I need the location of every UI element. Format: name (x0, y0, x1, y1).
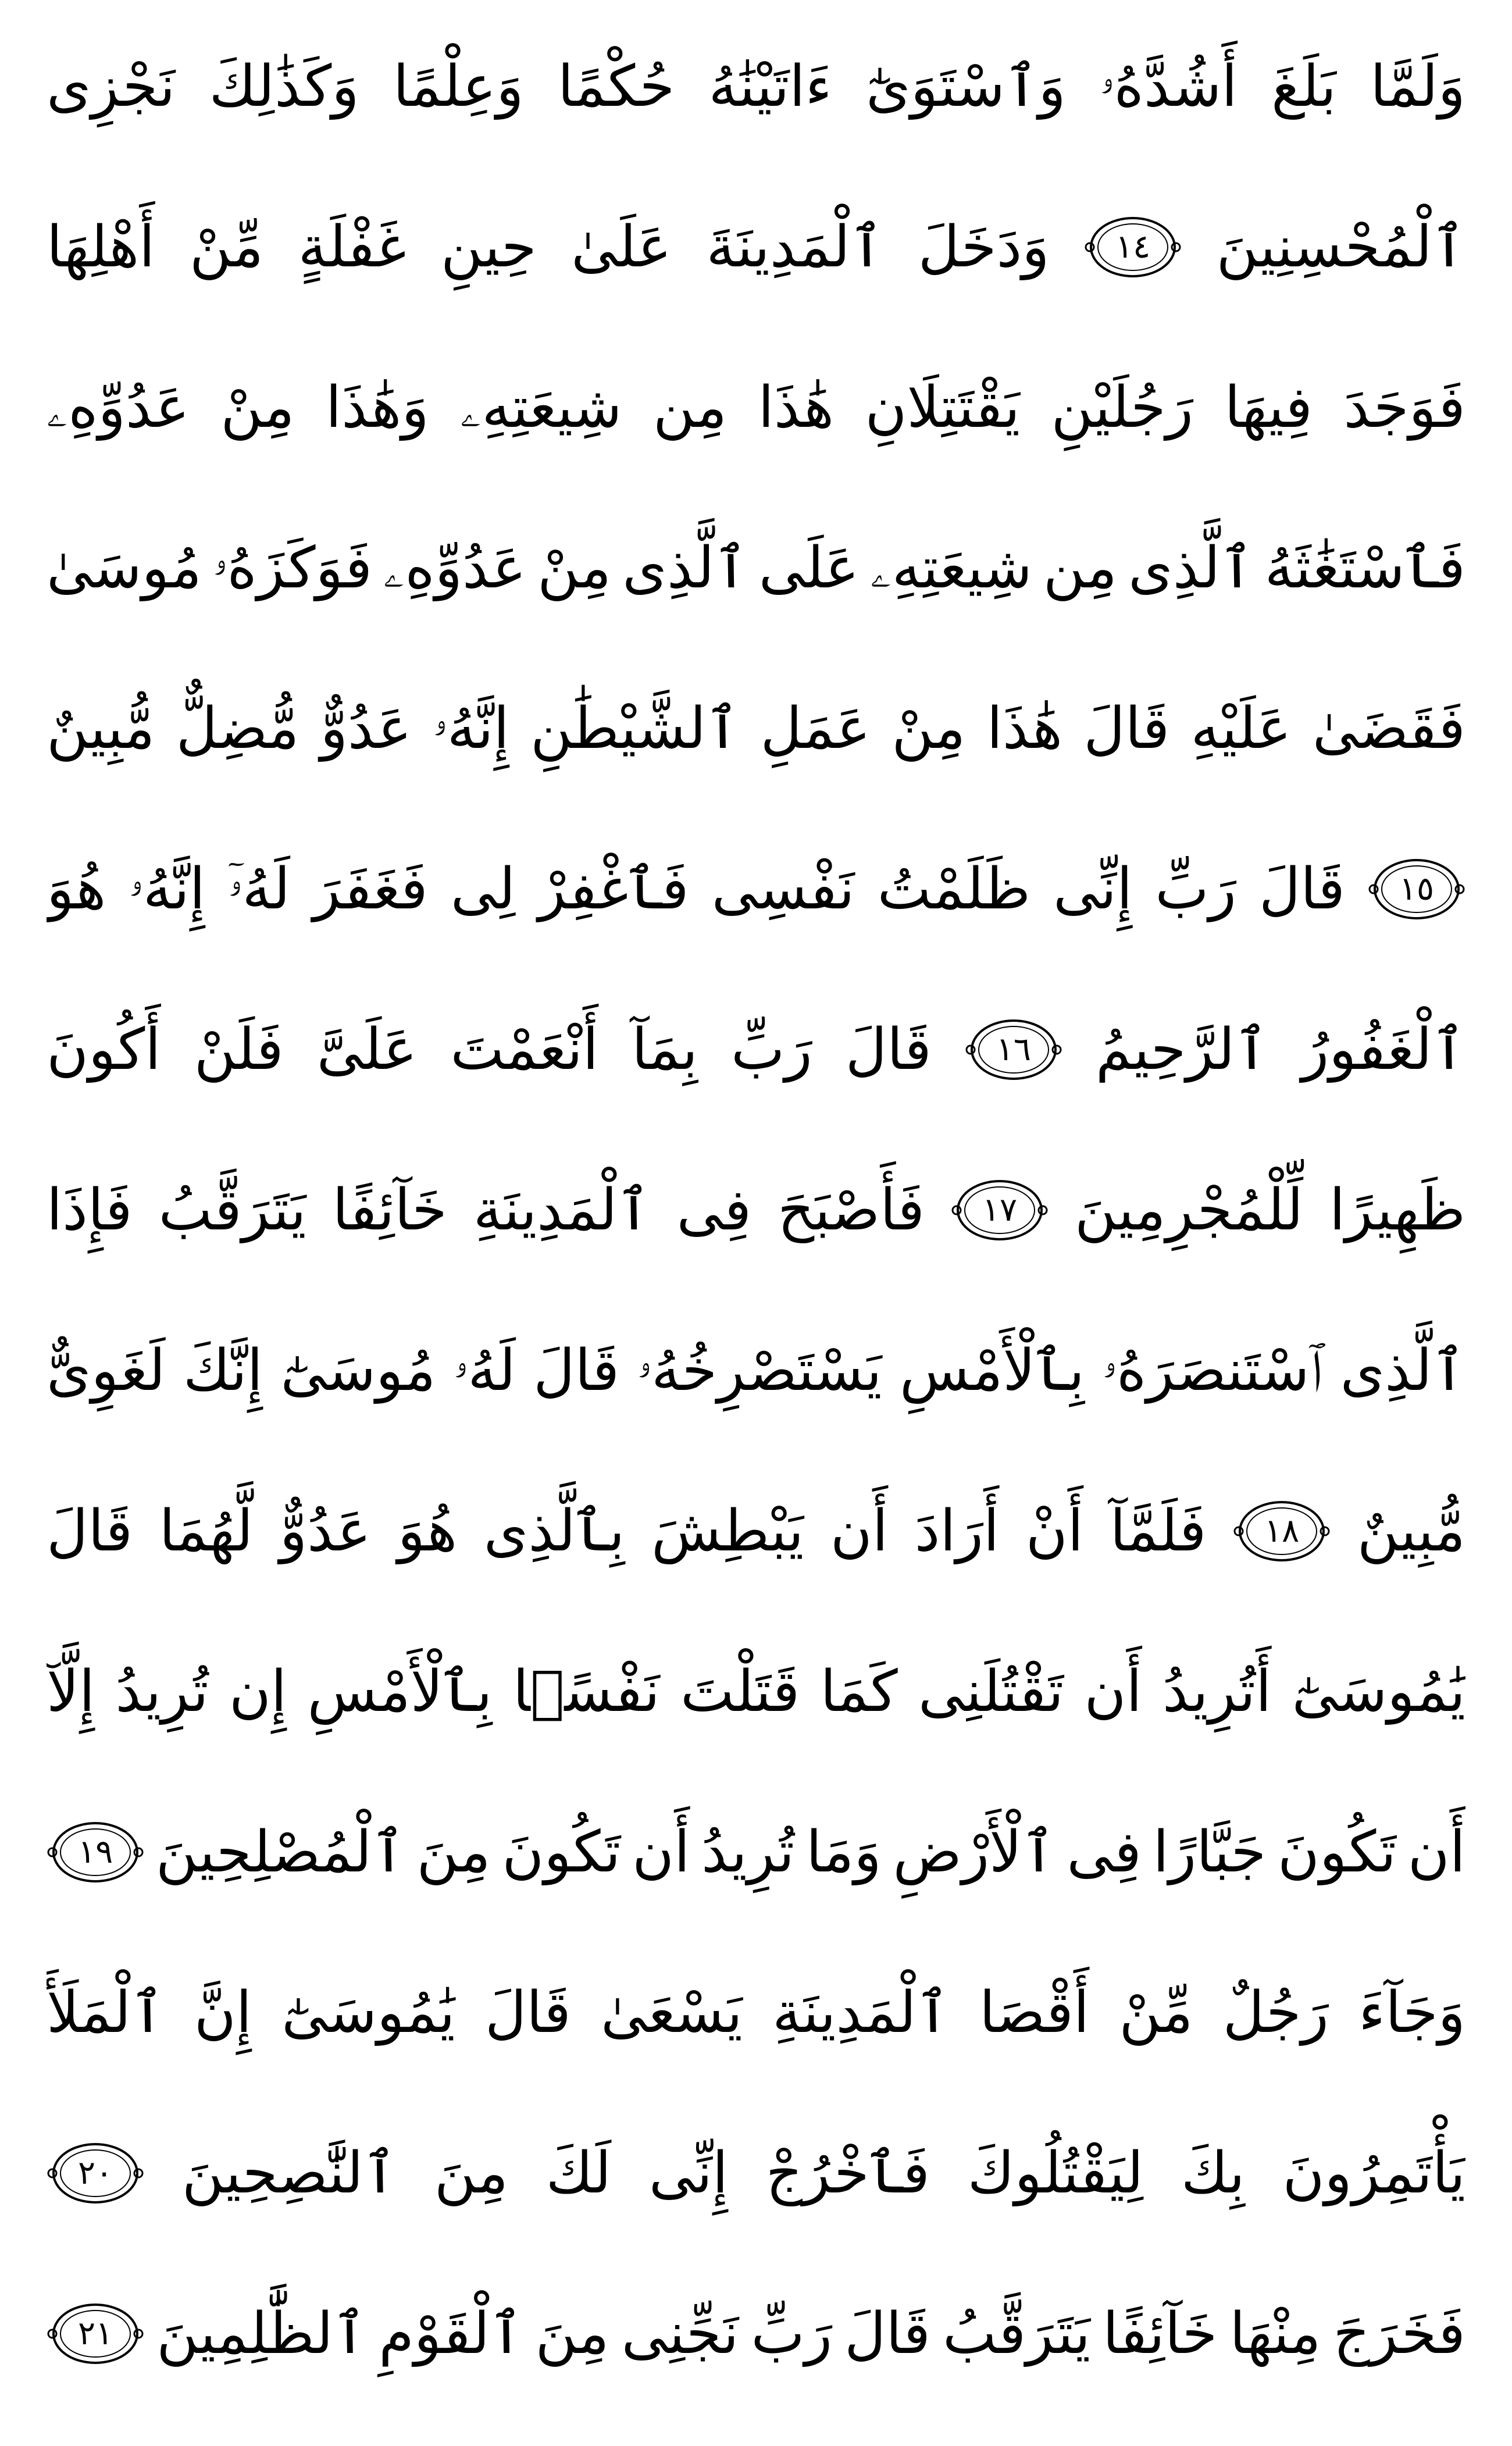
quran-word: يَٰمُوسَىٰٓ (1292, 1659, 1465, 1725)
quran-word: فَأَصْبَحَ (778, 1177, 925, 1243)
quran-word: رَبِّ (751, 2301, 833, 2367)
quran-word: لَهُۥٓ (228, 856, 290, 922)
quran-word: أَهْلِهَا (47, 214, 155, 280)
quran-word: قَالَ (533, 1338, 620, 1404)
quran-word: فِى (676, 1177, 752, 1243)
quran-word: عَلَيْهِ (1190, 696, 1292, 762)
text-line (47, 2263, 1465, 2404)
quran-word: ٱلْمَدِينَةَ (706, 214, 884, 280)
ayah-number: ١٤ (1115, 228, 1151, 266)
ayah-number: ١٧ (982, 1191, 1018, 1229)
quran-word: رَجُلَيْنِ (1051, 375, 1194, 441)
quran-word: لِى (450, 856, 516, 922)
ayah-number: ٢١ (78, 2315, 113, 2352)
quran-word: قَتَلْتَ (680, 1659, 800, 1725)
quran-word: قَالَ (1083, 696, 1170, 762)
text-line (47, 1621, 1465, 1762)
quran-word: يَسْعَىٰ (601, 1980, 743, 2046)
text-line (47, 1461, 1465, 1602)
quran-word: أَنْ (1025, 1498, 1084, 1564)
quran-word: بِٱلْأَمْسِ (307, 1659, 493, 1725)
quran-word: بِٱلَّذِى (483, 1498, 625, 1564)
quran-word: وَهَٰذَا (326, 375, 429, 441)
quran-word: ٱلْمَلَأَ (47, 1980, 165, 2046)
quran-word: عَلَىٰ (571, 214, 672, 280)
quran-word: قَالَ (845, 1017, 932, 1083)
quran-word: فِيهَا (1224, 375, 1313, 441)
text-line (47, 1140, 1465, 1281)
quran-word: ٱلرَّحِيمُ (1096, 1017, 1268, 1083)
text-line (47, 2103, 1465, 2244)
quran-word: تَكُونَ (1278, 1819, 1397, 1885)
ayah-number: ١٨ (1264, 1512, 1300, 1550)
quran-word: أَقْصَا (979, 1980, 1090, 2046)
quran-word: ٱسْتَنصَرَهُۥ (1102, 1338, 1323, 1404)
ayah-end-marker (965, 1015, 1062, 1084)
quran-word: مِنَ (535, 2301, 609, 2367)
quran-word: فَغَفَرَ (313, 856, 428, 922)
quran-word: نَفْسِى (711, 856, 855, 922)
quran-word: عَلَىَّ (316, 1017, 418, 1083)
quran-word: تُرِيدُ (115, 1659, 209, 1725)
ayah-end-marker (47, 2299, 144, 2368)
quran-word: نَجْزِى (47, 54, 176, 120)
quran-word: عَلَى (758, 535, 860, 601)
ayah-end-marker (47, 1818, 144, 1887)
quran-word: ٱلَّذِى (622, 535, 748, 601)
quran-word: أَنْعَمْتَ (450, 1017, 599, 1083)
quran-word: مُّبِينٌ (1357, 1498, 1465, 1564)
quran-word: ٱلْقَوْمِ (379, 2301, 523, 2367)
quran-word: إِنَّهُۥ (129, 856, 205, 922)
quran-word: تُرِيدُ (701, 1819, 795, 1885)
quran-word: يَتَرَقَّبُ (158, 1177, 306, 1243)
quran-word: ٱلَّذِى (1128, 535, 1254, 601)
quran-word: تَكُونَ (502, 1819, 621, 1885)
quran-word: إِنَّهُۥ (433, 696, 509, 762)
quran-word: فَٱسْتَغَٰثَهُ (1264, 535, 1465, 601)
quran-word: قَالَ (484, 1980, 571, 2046)
quran-word: إِنَّكَ (183, 1338, 263, 1404)
quran-word: هَٰذَا (986, 696, 1063, 762)
quran-word: فَلَنْ (194, 1017, 284, 1083)
quran-word: فَٱغْفِرْ (538, 856, 689, 922)
quran-word: أَن (1407, 1819, 1465, 1885)
ayah-number: ١٦ (996, 1031, 1031, 1068)
quran-word: مِّنْ (189, 214, 264, 280)
quran-word: خَآئِفًا (332, 1177, 447, 1243)
quran-word: لِّلْمُجْرِمِينَ (1074, 1177, 1303, 1243)
quran-word: ٱلظَّٰلِمِينَ (156, 2301, 367, 2367)
ayah-end-marker (951, 1176, 1049, 1245)
quran-word: ٱلشَّيْطَٰنِ (530, 696, 740, 762)
quran-word: يَتَرَقَّبُ (943, 2301, 1091, 2367)
quran-word: هَٰذَا (758, 375, 835, 441)
quran-word: وَدَخَلَ (918, 214, 1050, 280)
text-line (47, 1300, 1465, 1441)
quran-word: بِكَ (1181, 2140, 1245, 2206)
quran-word: فَوَكَزَهُۥ (213, 535, 373, 601)
quran-word: ظَهِيرًا (1329, 1177, 1465, 1243)
quran-word: مِنْ (891, 696, 966, 762)
text-line (47, 16, 1465, 157)
quran-word: يَٰمُوسَىٰٓ (281, 1980, 455, 2046)
quran-word: أَشُدَّهُۥ (1100, 54, 1238, 120)
quran-word: إِنِّى (648, 2140, 729, 2206)
quran-word: ٱلَّذِى (1340, 1338, 1465, 1404)
quran-word: ٱلْمُحْسِنِينَ (1216, 214, 1465, 280)
ayah-end-marker (1084, 213, 1182, 281)
quran-word: وَجَآءَ (1358, 1980, 1465, 2046)
quran-word: مُوسَىٰٓ (280, 1338, 436, 1404)
quran-word: إِن (229, 1659, 287, 1725)
text-line (47, 498, 1465, 639)
text-line (47, 177, 1465, 318)
ayah-number: ١٩ (78, 1833, 113, 1871)
quran-word: فَإِذَا (47, 1177, 133, 1243)
quran-word: قَالَ (47, 1498, 133, 1564)
quran-word: عَدُوٌّ (279, 1498, 372, 1564)
quran-word: لِيَقْتُلُوكَ (967, 2140, 1144, 2206)
ayah-end-marker (1368, 855, 1465, 924)
quran-word: أَرَادَ (914, 1498, 1000, 1564)
text-line (47, 337, 1465, 478)
quran-word: مُّبِينٌ (47, 696, 155, 762)
quran-word: أَن (830, 1498, 889, 1564)
quran-word: وَكَذَٰلِكَ (209, 54, 359, 120)
quran-word: مِنْ (537, 535, 612, 601)
quran-word: هُوَ (397, 1498, 458, 1564)
quran-word: عَدُوِّهِۦ (383, 535, 526, 601)
quran-word: ٱلْمَدِينَةِ (473, 1177, 651, 1243)
quran-word: مِنْ (220, 375, 295, 441)
quran-word: حُكْمًا (557, 54, 675, 120)
quran-word: هُوَ (47, 856, 106, 922)
quran-word: يَسْتَصْرِخُهُۥ (637, 1338, 882, 1404)
quran-word: يَبْطِشَ (651, 1498, 804, 1564)
quran-word: يَقْتَتِلَانِ (865, 375, 1020, 441)
quran-word: ٱلْمُصْلِحِينَ (155, 1819, 405, 1885)
ayah-end-marker (47, 2139, 144, 2208)
quran-word: ٱلْمَدِينَةِ (772, 1980, 950, 2046)
quran-word: إِنِّى (1053, 856, 1133, 922)
ayah-end-marker (1233, 1497, 1331, 1566)
quran-word: إِلَّآ (47, 1659, 95, 1725)
quran-word: لَهُۥ (453, 1338, 516, 1404)
quran-word: بِمَآ (632, 1017, 698, 1083)
quran-word: وَٱسْتَوَىٰٓ (866, 54, 1066, 120)
quran-word: شِيعَتِهِۦ (870, 535, 1032, 601)
quran-word: فَلَمَّآ (1110, 1498, 1207, 1564)
quran-word: قَالَ (1259, 856, 1345, 922)
quran-word: غَفْلَةٍ (298, 214, 406, 280)
quran-word: ٱلنَّٰصِحِينَ (181, 2140, 397, 2206)
quran-word: فَخَرَجَ (1333, 2301, 1465, 2367)
quran-word: ٱلْأَرْضِ (893, 1819, 1055, 1885)
quran-word: مِن (653, 375, 728, 441)
quran-word: رَبِّ (1155, 856, 1236, 922)
quran-word: مُوسَىٰ (47, 535, 202, 601)
quran-word: جَبَّارًا (1153, 1819, 1267, 1885)
text-line (47, 819, 1465, 960)
quran-word: مِنْهَا (1229, 2301, 1321, 2367)
quran-word: أَتُرِيدُ (1162, 1659, 1272, 1725)
quran-word: فَقَضَىٰ (1312, 696, 1465, 762)
ayah-number: ٢٠ (77, 2154, 113, 2192)
quran-word: بَلَغَ (1271, 54, 1336, 120)
text-line (47, 1782, 1465, 1923)
text-line (47, 1942, 1465, 2083)
quran-word: أَكُونَ (47, 1017, 161, 1083)
quran-word: لَكَ (545, 2140, 612, 2206)
quran-word: نَفْسًۢا (512, 1659, 660, 1725)
quran-word: أَن (632, 1819, 690, 1885)
quran-word: شِيعَتِهِۦ (460, 375, 622, 441)
quran-word: وَلَمَّا (1370, 54, 1465, 120)
quran-word: كَمَا (820, 1659, 898, 1725)
quran-word: فِى (1067, 1819, 1142, 1885)
quran-word: يَأْتَمِرُونَ (1282, 2140, 1465, 2206)
quran-word: مِنَ (434, 2140, 508, 2206)
quran-word: بِٱلْأَمْسِ (900, 1338, 1085, 1404)
quran-word: عَدُوٌّ (320, 696, 412, 762)
quran-word: لَّهُمَا (159, 1498, 254, 1564)
quran-word: تَقْتُلَنِى (918, 1659, 1064, 1725)
quran-word: مِنَ (416, 1819, 491, 1885)
quran-word: حِينِ (440, 214, 537, 280)
quran-word: فَوَجَدَ (1343, 375, 1465, 441)
quran-word: أَن (1084, 1659, 1142, 1725)
text-line (47, 658, 1465, 799)
quran-word: نَجِّنِى (621, 2301, 739, 2367)
quran-word: لَغَوِىٌّ (47, 1338, 166, 1404)
quran-word: ءَاتَيْنَٰهُ (708, 54, 832, 120)
quran-word: إِنَّ (194, 1980, 252, 2046)
quran-word: قَالَ (844, 2301, 931, 2367)
quran-word: مِن (1043, 535, 1118, 601)
quran-word: وَعِلْمًا (393, 54, 524, 120)
quran-word: مُّضِلٌّ (176, 696, 299, 762)
quran-word: عَمَلِ (760, 696, 871, 762)
quran-word: رَجُلٌ (1222, 1980, 1329, 2046)
quran-word: رَبِّ (731, 1017, 812, 1083)
quran-word: خَآئِفًا (1103, 2301, 1218, 2367)
quran-word: فَٱخْرُجْ (765, 2140, 930, 2206)
quran-word: مِّنْ (1119, 1980, 1193, 2046)
text-line (47, 979, 1465, 1120)
quran-word: ظَلَمْتُ (877, 856, 1031, 922)
quran-word: عَدُوِّهِۦ (47, 375, 190, 441)
quran-word: وَمَا (805, 1819, 882, 1885)
ayah-number: ١٥ (1399, 870, 1435, 908)
quran-word: ٱلْغَفُورُ (1301, 1017, 1465, 1083)
